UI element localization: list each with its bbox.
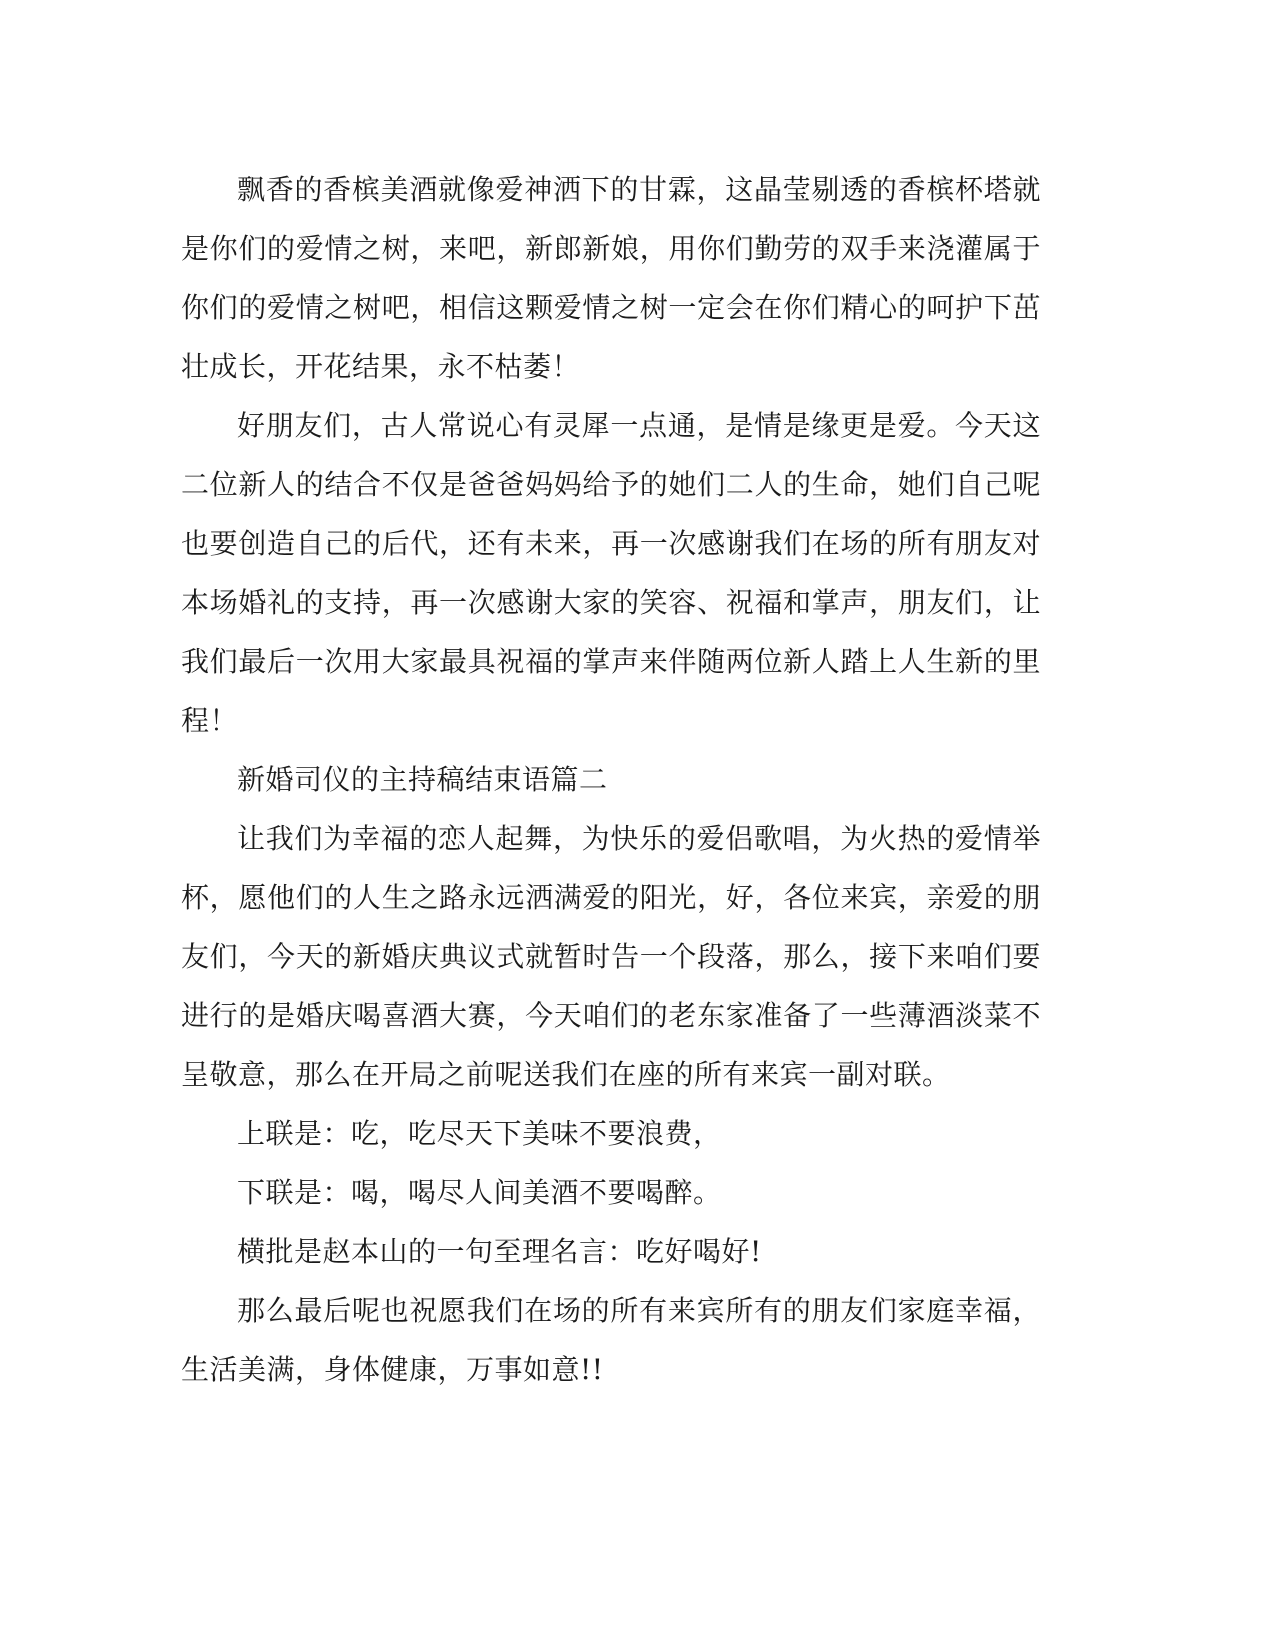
paragraph-friends-thanks: 好朋友们，古人常说心有灵犀一点通，是情是缘更是爱。今天这二位新人的结合不仅是爸爸妈妈给予的她们二人的生命，她们自己呢也要创造自己的后代，还有未来，再一次感谢我们在场的所有朋友对本场婚礼的支持，再一次感谢大家的笑容、祝福和掌声，朋友们，让我们最后一次用大家最具祝福的掌声来伴随两位新人踏上人生新的里程！ (181, 409, 1041, 737)
couplet-first-line: 上联是：吃，吃尽天下美味不要浪费， (237, 1117, 722, 1150)
document-body (181, 160, 1041, 1399)
couplet-horizontal-scroll: 横批是赵本山的一句至理名言：吃好喝好! (237, 1235, 762, 1268)
paragraph-champagne-tower: 飘香的香槟美酒就像爱神洒下的甘霖，这晶莹剔透的香槟杯塔就是你们的爱情之树，来吧，新郎新娘，用你们勤劳的双手来浇灌属于你们的爱情之树吧，相信这颗爱情之树一定会在你们精心的呵护下茁壮成长，开花结果，永不枯萎！ (181, 173, 1041, 383)
couplet-second-line: 下联是：喝，喝尽人间美酒不要喝醉。 (237, 1176, 722, 1209)
paragraph-celebration: 让我们为幸福的恋人起舞，为快乐的爱侣歌唱，为火热的爱情举杯，愿他们的人生之路永远洒满爱的阳光，好，各位来宾，亲爱的朋友们，今天的新婚庆典议式就暂时告一个段落，那么，接下来咱们要进行的是婚庆喝喜酒大赛，今天咱们的老东家准备了一些薄酒淡菜不呈敬意，那么在开局之前呢送我们在座的所有来宾一副对联。 (181, 822, 1041, 1091)
paragraph-closing-wishes: 那么最后呢也祝愿我们在场的所有来宾所有的朋友们家庭幸福，生活美满，身体健康，万事如意!! (181, 1294, 1041, 1386)
section-heading: 新婚司仪的主持稿结束语篇二 (237, 763, 608, 796)
